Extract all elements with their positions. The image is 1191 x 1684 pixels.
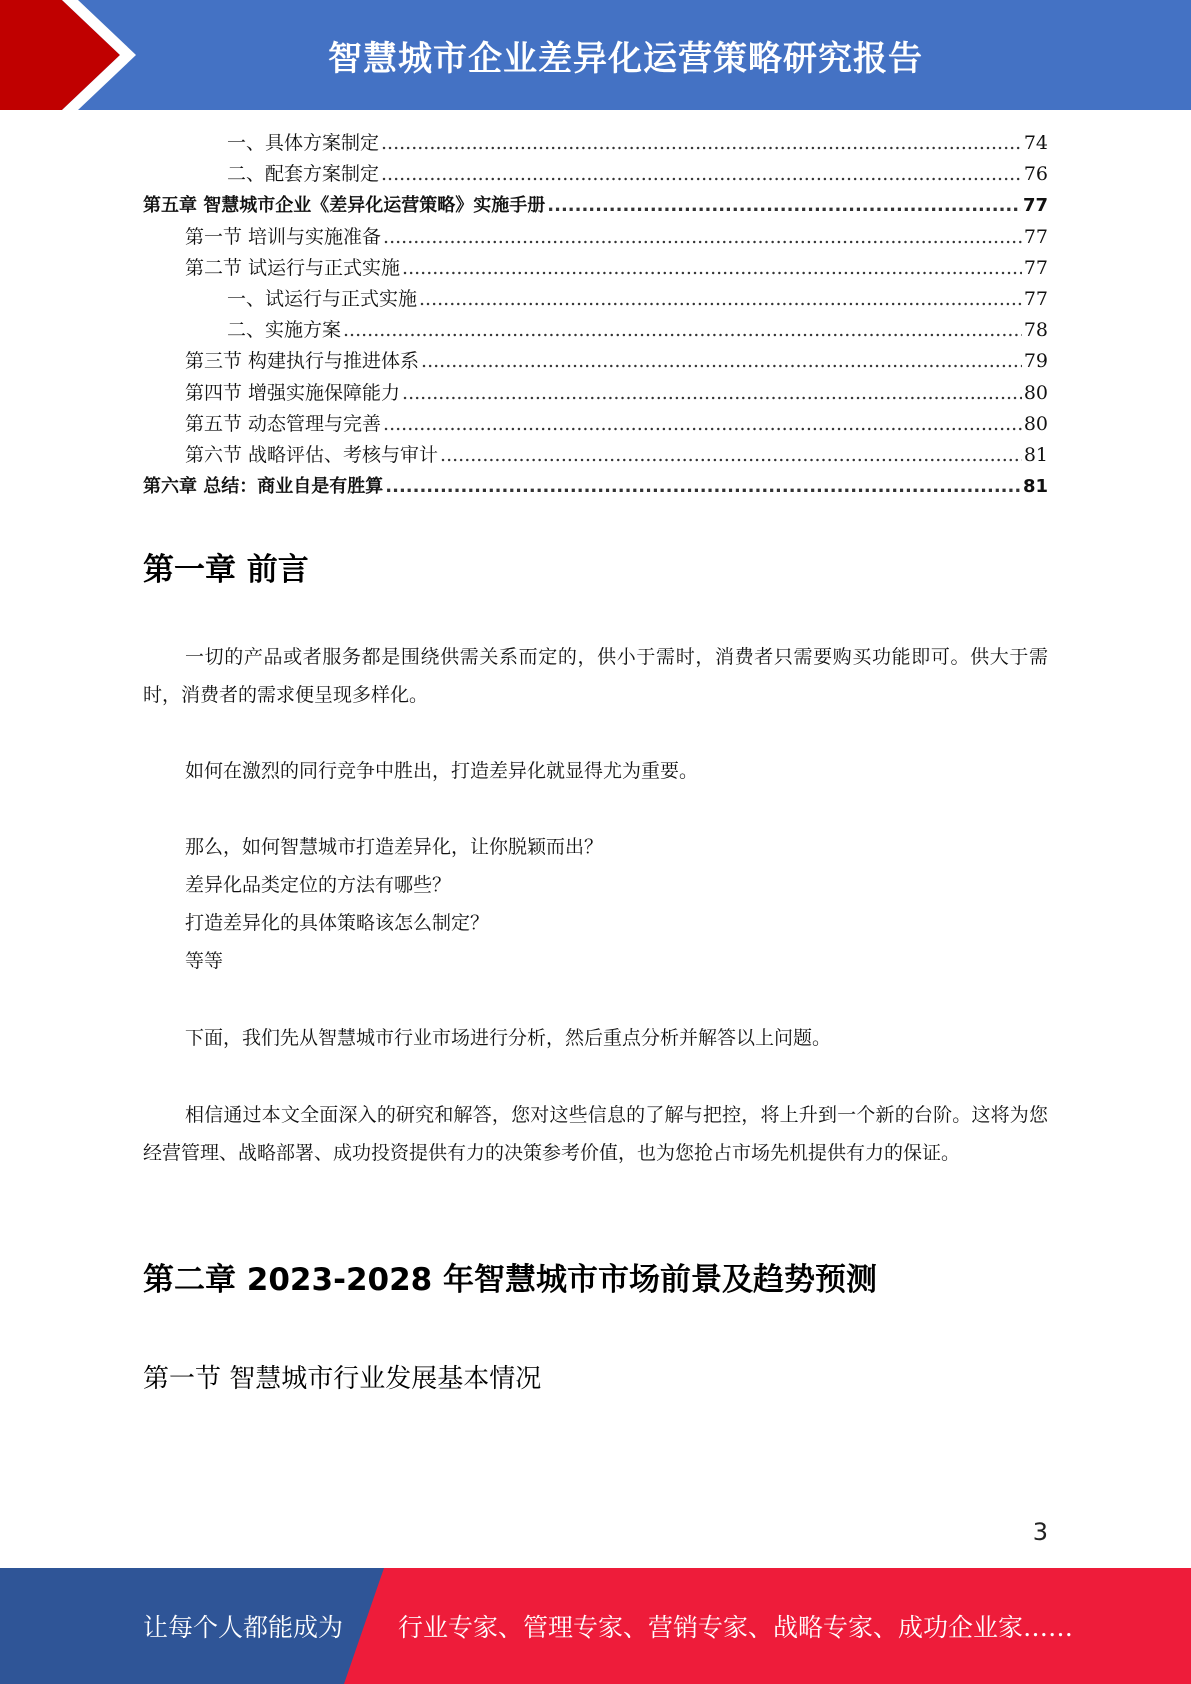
page-number: 3 [1032, 1518, 1048, 1546]
paragraph: 一切的产品或者服务都是围绕供需关系而定的，供小于需时，消费者只需要购买功能即可。供大于需时，消费者的需求便呈现多样化。 [143, 646, 1048, 706]
toc-entry-page: 77 [1022, 195, 1048, 217]
toc-entry-page: 79 [1023, 350, 1048, 373]
toc-entry-title: 一、试运行与正式实施 [227, 287, 418, 310]
section-heading: 第一节 智慧城市行业发展基本情况 [143, 1364, 542, 1394]
report-title: 智慧城市企业差异化运营策略研究报告 [328, 38, 923, 79]
toc-leader-dots [381, 159, 1022, 190]
toc-entry-title: 二、配套方案制定 [227, 163, 380, 186]
paragraph: 相信通过本文全面深入的研究和解答，您对这些信息的了解与把控，将上升到一个新的台阶。这将为您经营管理、战略部署、成功投资提供有力的决策参考价值，也为您抢占市场先机提供有力的保证。 [143, 1104, 1048, 1164]
toc-entry[interactable] [143, 284, 1048, 315]
toc-entry-title: 第五章 智慧城市企业《差异化运营策略》实施手册 [143, 195, 546, 217]
toc-entry-page: 80 [1023, 412, 1048, 435]
toc-entry[interactable] [143, 346, 1048, 377]
chapter-heading: 第二章 2023-2028 年智慧城市市场前景及趋势预测 [143, 1262, 878, 1298]
header-banner [0, 0, 1191, 110]
header-arrow-icon [0, 0, 160, 110]
toc-entry[interactable] [143, 190, 1048, 221]
toc-leader-dots [381, 128, 1022, 159]
table-of-contents [143, 128, 1048, 502]
toc-entry-page: 77 [1023, 256, 1048, 279]
footer-slogan-right: 行业专家、管理专家、营销专家、战略专家、成功企业家…… [398, 1613, 1074, 1642]
question-line: 等等 [185, 950, 224, 972]
toc-leader-dots [343, 315, 1022, 346]
toc-entry-title: 一、具体方案制定 [227, 132, 380, 154]
toc-entry-title: 二、实施方案 [227, 319, 342, 342]
footer-banner [0, 1568, 1191, 1684]
toc-leader-dots [385, 471, 1021, 502]
toc-entry-title: 第二节 试运行与正式实施 [185, 256, 401, 279]
footer-slogan-left: 让每个人都能成为 [143, 1613, 344, 1642]
toc-entry[interactable] [143, 378, 1048, 409]
toc-leader-dots [440, 440, 1022, 471]
toc-entry[interactable] [143, 440, 1048, 471]
toc-entry-title: 第三节 构建执行与推进体系 [185, 350, 420, 373]
toc-entry-page: 76 [1023, 163, 1048, 186]
question-line: 差异化品类定位的方法有哪些？ [185, 874, 452, 896]
toc-entry-page: 81 [1022, 476, 1048, 498]
toc-entry[interactable] [143, 471, 1048, 502]
toc-leader-dots [547, 190, 1021, 221]
toc-entry[interactable] [143, 253, 1048, 284]
toc-entry[interactable] [143, 159, 1048, 190]
toc-entry-title: 第五节 动态管理与完善 [185, 412, 382, 435]
toc-leader-dots [402, 378, 1022, 409]
question-line: 打造差异化的具体策略该怎么制定？ [185, 912, 490, 934]
question-line: 那么，如何智慧城市打造差异化，让你脱颖而出？ [185, 836, 604, 858]
toc-entry-title: 第四节 增强实施保障能力 [185, 381, 401, 404]
toc-entry-page: 81 [1023, 443, 1048, 466]
toc-entry-page: 77 [1023, 287, 1048, 310]
toc-leader-dots [419, 284, 1022, 315]
toc-leader-dots [421, 346, 1022, 377]
toc-entry-title: 第六节 战略评估、考核与审计 [185, 443, 439, 466]
paragraph: 下面，我们先从智慧城市行业市场进行分析，然后重点分析并解答以上问题。 [185, 1027, 832, 1049]
toc-entry-page: 78 [1023, 319, 1048, 342]
toc-entry-page: 77 [1023, 225, 1048, 248]
toc-entry[interactable] [143, 222, 1048, 253]
toc-entry-page: 80 [1023, 381, 1048, 404]
paragraph: 如何在激烈的同行竞争中胜出，打造差异化就显得尤为重要。 [185, 760, 699, 782]
chapter-heading: 第一章 前言 [143, 552, 309, 588]
toc-entry[interactable] [143, 315, 1048, 346]
toc-entry-title: 第六章 总结：商业自是有胜算 [143, 476, 384, 498]
toc-entry-title: 第一节 培训与实施准备 [185, 225, 382, 248]
toc-leader-dots [383, 409, 1022, 440]
toc-entry[interactable] [143, 128, 1048, 159]
toc-leader-dots [402, 253, 1022, 284]
toc-entry-page: 74 [1023, 132, 1048, 154]
toc-leader-dots [383, 222, 1022, 253]
toc-entry[interactable] [143, 409, 1048, 440]
